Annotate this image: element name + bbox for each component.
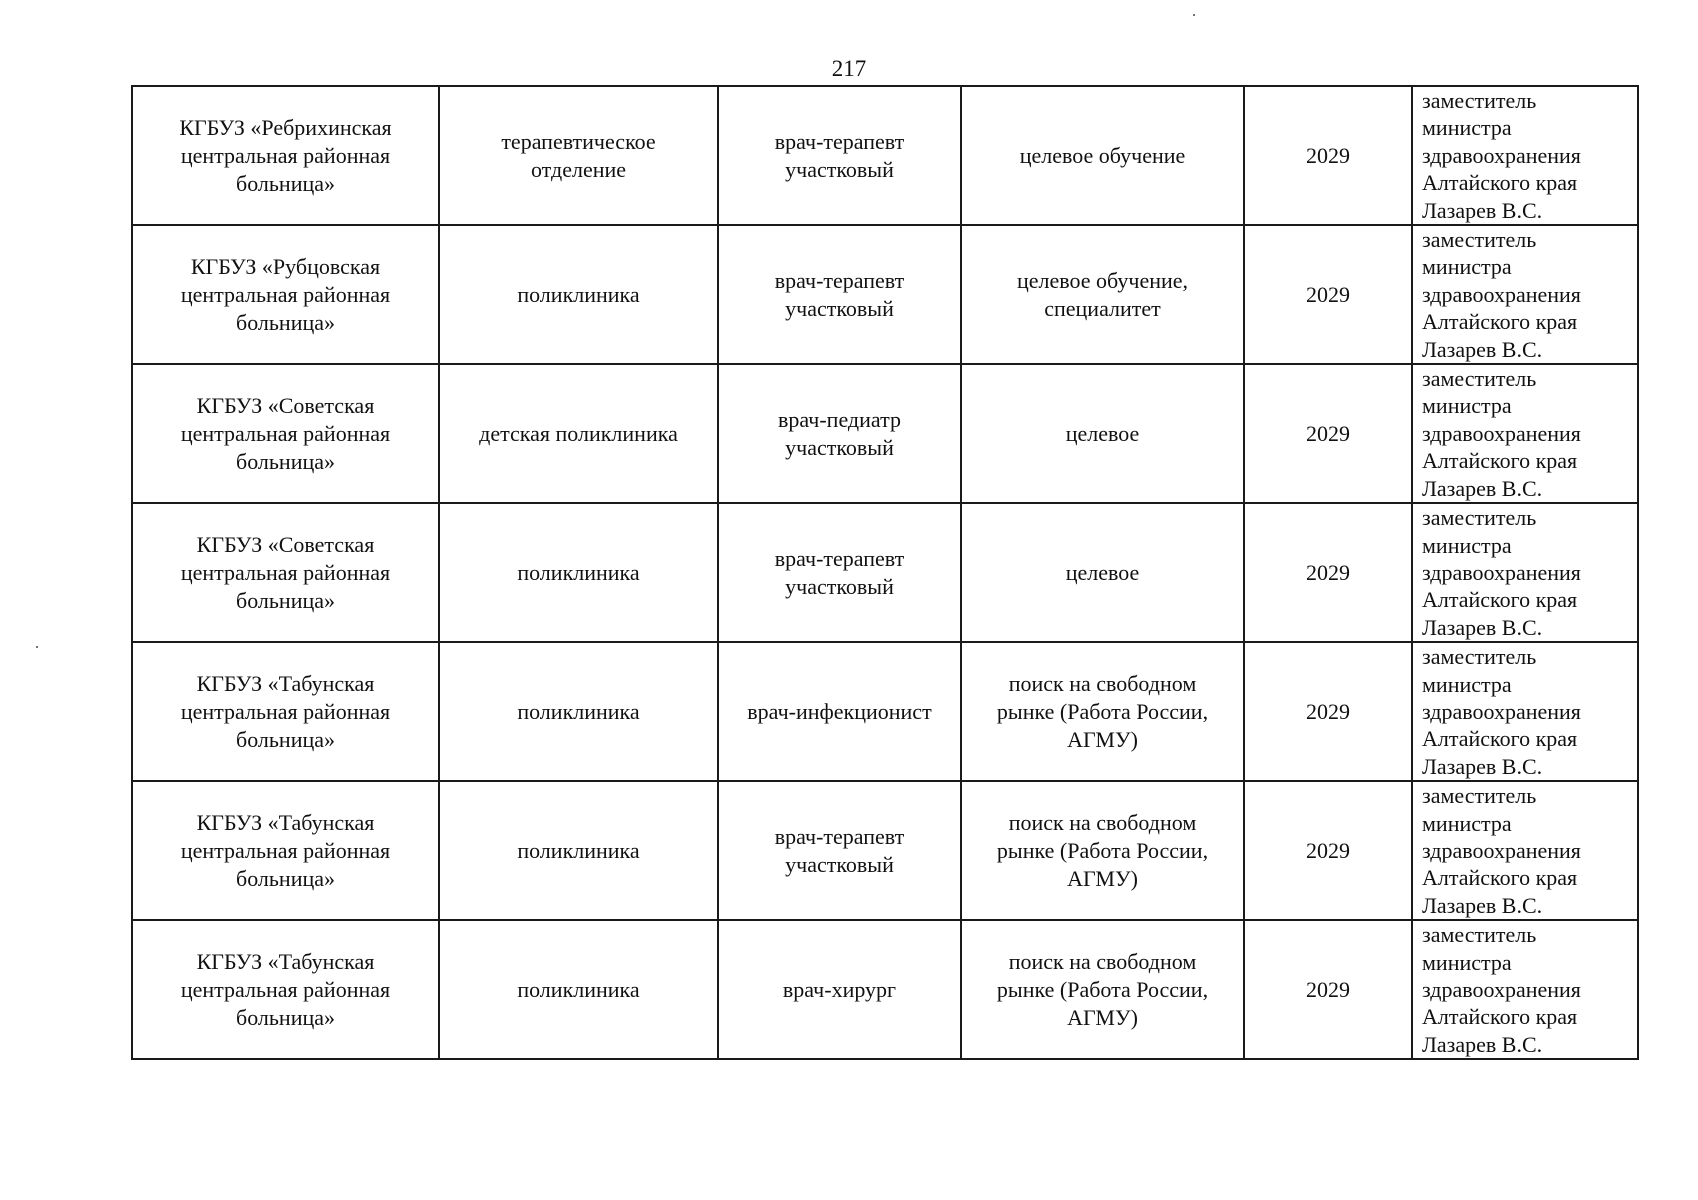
official-cell bbox=[1412, 86, 1638, 225]
official-cell-line: заместитель bbox=[1422, 505, 1537, 531]
official-cell-line: Лазарев В.С. bbox=[1422, 197, 1543, 223]
department-cell bbox=[439, 503, 718, 642]
organization-cell-line: центральная районная bbox=[180, 976, 391, 1002]
department-cell-line: терапевтическое bbox=[501, 128, 656, 154]
position-cell bbox=[718, 364, 961, 503]
method-cell-line: поиск на свободном bbox=[1008, 948, 1197, 974]
table-row bbox=[132, 225, 1638, 364]
department-cell-line: поликлиника bbox=[517, 837, 640, 863]
position-cell-line: участковый bbox=[785, 851, 894, 877]
official-cell-line: Алтайского края bbox=[1422, 1004, 1578, 1030]
organization-cell-line: центральная районная bbox=[180, 420, 391, 446]
position-cell-line: врач-хирург bbox=[782, 976, 897, 1002]
organization-cell-line: КГБУЗ «Табунская bbox=[196, 809, 375, 835]
position-cell-line: участковый bbox=[785, 573, 894, 599]
method-cell bbox=[961, 225, 1244, 364]
organization-cell-line: больница» bbox=[236, 1004, 335, 1030]
official-cell-line: Лазарев В.С. bbox=[1422, 614, 1543, 640]
official-cell-line: министра bbox=[1422, 254, 1512, 280]
official-cell-line: здравоохранения bbox=[1422, 559, 1581, 585]
organization-cell-line: КГБУЗ «Рубцовская bbox=[190, 253, 381, 279]
official-cell-line: Лазарев В.С. bbox=[1422, 475, 1543, 501]
organization-cell bbox=[132, 225, 439, 364]
position-cell-line: врач-инфекционист bbox=[747, 698, 932, 724]
method-cell-line: целевое bbox=[1065, 420, 1140, 446]
organization-cell-line: КГБУЗ «Табунская bbox=[196, 670, 375, 696]
position-cell bbox=[718, 86, 961, 225]
table-row bbox=[132, 781, 1638, 920]
organization-cell-line: центральная районная bbox=[180, 559, 391, 585]
official-cell-line: Алтайского края bbox=[1422, 448, 1578, 474]
method-cell-line: рынке (Работа России, bbox=[996, 698, 1209, 724]
year-cell: 2029 bbox=[1244, 920, 1412, 1059]
method-cell-line: целевое обучение, bbox=[1016, 267, 1189, 293]
method-cell-line: целевое обучение bbox=[1019, 142, 1186, 168]
position-cell-line: участковый bbox=[785, 434, 894, 460]
method-cell bbox=[961, 503, 1244, 642]
method-cell bbox=[961, 364, 1244, 503]
method-cell-line: рынке (Работа России, bbox=[996, 837, 1209, 863]
official-cell bbox=[1412, 364, 1638, 503]
organization-cell-line: больница» bbox=[236, 865, 335, 891]
department-cell bbox=[439, 781, 718, 920]
official-cell-line: министра bbox=[1422, 671, 1512, 697]
method-cell-line: специалитет bbox=[1044, 295, 1161, 321]
official-cell-line: министра bbox=[1422, 115, 1512, 141]
official-cell-line: министра bbox=[1422, 393, 1512, 419]
table-row bbox=[132, 920, 1638, 1059]
method-cell bbox=[961, 642, 1244, 781]
department-cell bbox=[439, 642, 718, 781]
method-cell bbox=[961, 781, 1244, 920]
official-cell-line: Лазарев В.С. bbox=[1422, 1031, 1543, 1057]
official-cell-line: заместитель bbox=[1422, 783, 1537, 809]
method-cell-line: рынке (Работа России, bbox=[996, 976, 1209, 1002]
scan-speck bbox=[36, 646, 38, 648]
official-cell-line: здравоохранения bbox=[1422, 142, 1581, 168]
position-cell bbox=[718, 642, 961, 781]
organization-cell-line: КГБУЗ «Табунская bbox=[196, 948, 375, 974]
official-cell-line: министра bbox=[1422, 949, 1512, 975]
table-row bbox=[132, 642, 1638, 781]
year-cell: 2029 bbox=[1244, 781, 1412, 920]
department-cell bbox=[439, 225, 718, 364]
position-cell bbox=[718, 225, 961, 364]
method-cell-line: АГМУ) bbox=[1067, 726, 1138, 752]
year-cell: 2029 bbox=[1244, 642, 1412, 781]
organization-cell bbox=[132, 642, 439, 781]
organization-cell-line: больница» bbox=[236, 448, 335, 474]
official-cell-line: заместитель bbox=[1422, 88, 1537, 113]
table-row bbox=[132, 86, 1638, 225]
official-cell-line: Алтайского края bbox=[1422, 726, 1578, 752]
position-cell-line: участковый bbox=[785, 156, 894, 182]
official-cell-line: заместитель bbox=[1422, 644, 1537, 670]
organization-cell-line: центральная районная bbox=[180, 698, 391, 724]
year-cell: 2029 bbox=[1244, 503, 1412, 642]
position-cell-line: участковый bbox=[785, 295, 894, 321]
official-cell-line: Алтайского края bbox=[1422, 587, 1578, 613]
table-row bbox=[132, 364, 1638, 503]
year-cell: 2029 bbox=[1244, 364, 1412, 503]
official-cell-line: заместитель bbox=[1422, 366, 1537, 392]
organization-cell-line: больница» bbox=[236, 309, 335, 335]
organization-cell bbox=[132, 503, 439, 642]
official-cell bbox=[1412, 642, 1638, 781]
year-cell: 2029 bbox=[1244, 86, 1412, 225]
organization-cell-line: центральная районная bbox=[180, 281, 391, 307]
official-cell-line: Алтайского края bbox=[1422, 865, 1578, 891]
table-row bbox=[132, 503, 1638, 642]
official-cell-line: министра bbox=[1422, 810, 1512, 836]
year-cell: 2029 bbox=[1244, 225, 1412, 364]
method-cell-line: АГМУ) bbox=[1067, 865, 1138, 891]
department-cell-line: поликлиника bbox=[517, 698, 640, 724]
position-cell-line: врач-терапевт bbox=[774, 823, 905, 849]
department-cell bbox=[439, 364, 718, 503]
organization-cell-line: КГБУЗ «Советская bbox=[196, 392, 375, 418]
position-cell bbox=[718, 781, 961, 920]
official-cell-line: заместитель bbox=[1422, 922, 1537, 948]
department-cell-line: поликлиника bbox=[517, 281, 640, 307]
organization-cell bbox=[132, 781, 439, 920]
position-cell-line: врач-терапевт bbox=[774, 128, 905, 154]
method-cell bbox=[961, 86, 1244, 225]
department-cell bbox=[439, 86, 718, 225]
official-cell bbox=[1412, 781, 1638, 920]
organization-cell bbox=[132, 364, 439, 503]
official-cell-line: здравоохранения bbox=[1422, 281, 1581, 307]
organization-cell bbox=[132, 920, 439, 1059]
official-cell-line: здравоохранения bbox=[1422, 977, 1581, 1002]
department-cell bbox=[439, 920, 718, 1059]
department-cell-line: поликлиника bbox=[517, 559, 640, 585]
organization-cell-line: КГБУЗ «Ребрихинская bbox=[179, 114, 392, 140]
position-cell bbox=[718, 503, 961, 642]
vacancy-table bbox=[131, 85, 1639, 1060]
official-cell-line: здравоохранения bbox=[1422, 837, 1581, 863]
official-cell-line: здравоохранения bbox=[1422, 420, 1581, 446]
department-cell-line: детская поликлиника bbox=[479, 420, 678, 446]
position-cell-line: врач-педиатр bbox=[778, 406, 901, 432]
position-cell-line: врач-терапевт bbox=[774, 267, 905, 293]
organization-cell-line: центральная районная bbox=[180, 837, 391, 863]
official-cell-line: здравоохранения bbox=[1422, 698, 1581, 724]
official-cell-line: Лазарев В.С. bbox=[1422, 892, 1543, 918]
method-cell-line: АГМУ) bbox=[1067, 1004, 1138, 1030]
page-number: 217 bbox=[831, 56, 867, 81]
official-cell-line: Лазарев В.С. bbox=[1422, 336, 1543, 362]
official-cell-line: Алтайского края bbox=[1422, 309, 1578, 335]
official-cell-line: заместитель bbox=[1422, 227, 1537, 253]
position-cell bbox=[718, 920, 961, 1059]
position-cell-line: врач-терапевт bbox=[774, 545, 905, 571]
organization-cell-line: центральная районная bbox=[180, 142, 391, 168]
department-cell-line: отделение bbox=[530, 156, 627, 182]
official-cell bbox=[1412, 503, 1638, 642]
official-cell-line: министра bbox=[1422, 532, 1512, 558]
method-cell-line: поиск на свободном bbox=[1008, 670, 1197, 696]
organization-cell-line: больница» bbox=[236, 587, 335, 613]
organization-cell-line: больница» bbox=[236, 726, 335, 752]
method-cell-line: целевое bbox=[1065, 559, 1140, 585]
table-body bbox=[132, 86, 1638, 1059]
organization-cell-line: КГБУЗ «Советская bbox=[196, 531, 375, 557]
organization-cell bbox=[132, 86, 439, 225]
scan-speck bbox=[1193, 14, 1195, 16]
method-cell bbox=[961, 920, 1244, 1059]
official-cell bbox=[1412, 225, 1638, 364]
official-cell bbox=[1412, 920, 1638, 1059]
organization-cell-line: больница» bbox=[236, 170, 335, 196]
official-cell-line: Лазарев В.С. bbox=[1422, 753, 1543, 779]
official-cell-line: Алтайского края bbox=[1422, 170, 1578, 196]
method-cell-line: поиск на свободном bbox=[1008, 809, 1197, 835]
department-cell-line: поликлиника bbox=[517, 976, 640, 1002]
